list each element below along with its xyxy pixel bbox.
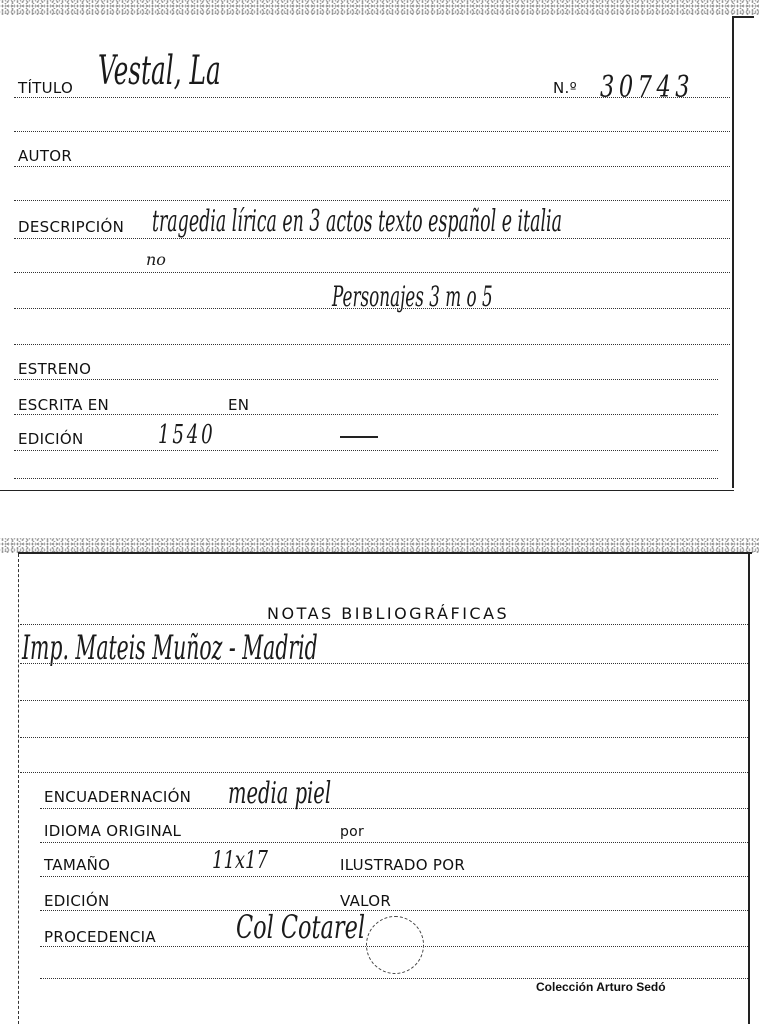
edicion2-line [40, 910, 748, 911]
tamano-line [40, 876, 748, 877]
edicion-value: 1540 [158, 420, 216, 450]
procedencia-value: Col Cotarel [236, 908, 366, 946]
por-label: por [340, 824, 365, 840]
valor-label: VALOR [340, 892, 392, 910]
notas-line-2 [20, 700, 748, 701]
scan-noise-top [0, 0, 759, 16]
catalog-card-front [0, 0, 759, 492]
titulo-line [14, 97, 730, 98]
estreno-label: ESTRENO [18, 360, 92, 378]
tamano-value: 11x17 [212, 846, 268, 874]
card2-edge-top [18, 552, 752, 554]
blank-line-1 [14, 131, 730, 132]
blank-line-3 [14, 272, 730, 273]
escrita-line [14, 414, 718, 415]
descripcion-line1: tragedia lírica en 3 actos texto español e italia [152, 204, 562, 239]
autor-line [14, 166, 730, 167]
notas-line-4 [20, 772, 748, 773]
blank-line-4 [14, 308, 730, 309]
titulo-label: TÍTULO [18, 79, 74, 97]
card-edge-right [732, 18, 734, 488]
tamano-label: TAMAÑO [44, 856, 111, 874]
descripcion-label: DESCRIPCIÓN [18, 218, 125, 236]
notas-title: NOTAS BIBLIOGRÁFICAS [267, 604, 510, 623]
notas-line-0 [20, 624, 748, 625]
encuadernacion-label: ENCUADERNACIÓN [44, 788, 192, 806]
notas-line-3 [20, 737, 748, 738]
autor-label: AUTOR [18, 147, 73, 165]
blank-line-6 [14, 478, 718, 479]
stamp-circle [366, 916, 424, 974]
pen-mark [340, 436, 378, 438]
descripcion-line [14, 238, 730, 239]
en-label: EN [228, 396, 250, 414]
card2-edge-right [748, 554, 750, 1024]
idioma-label: IDIOMA ORIGINAL [44, 822, 182, 840]
numero-label: N.º [553, 79, 577, 97]
estreno-line [14, 379, 718, 380]
edicion-label: EDICIÓN [18, 430, 84, 448]
collection-footer: Colección Arturo Sedó [536, 980, 666, 994]
notas-line-1 [20, 663, 748, 664]
encuadernacion-line [40, 808, 748, 809]
notas-line1: Imp. Mateis Muñoz - Madrid [22, 628, 318, 668]
blank-line-bottom [40, 978, 748, 979]
numero-value: 30743 [600, 70, 695, 105]
edicion2-label: EDICIÓN [44, 892, 110, 910]
encuadernacion-value: media piel [228, 776, 332, 811]
card-edge-bottom [0, 490, 734, 491]
descripcion-line3: Personajes 3 m o 5 [332, 280, 493, 313]
blank-line-5 [14, 344, 730, 345]
card-edge-top [732, 16, 754, 18]
titulo-value: Vestal, La [98, 48, 221, 94]
ilustrado-label: ILUSTRADO POR [340, 856, 466, 874]
idioma-line [40, 842, 748, 843]
blank-line-2 [14, 200, 730, 201]
descripcion-line2: no [146, 250, 166, 269]
escrita-en-label: ESCRITA EN [18, 396, 110, 414]
procedencia-label: PROCEDENCIA [44, 928, 156, 946]
catalog-card-back [0, 538, 759, 1028]
edicion-line [14, 450, 718, 451]
